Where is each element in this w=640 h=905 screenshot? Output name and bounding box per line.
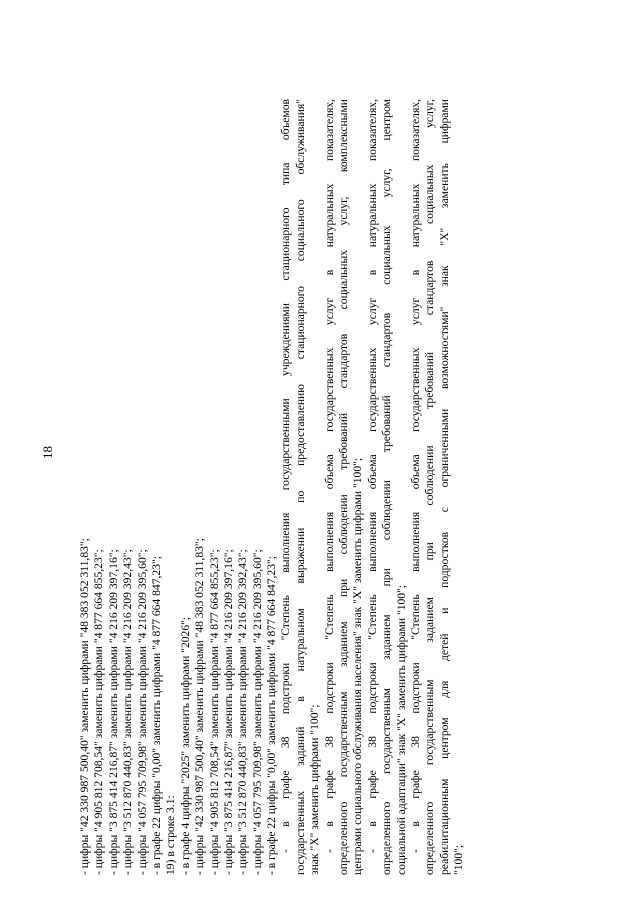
text-line: - в графе 22 цифры "0,00" заменить цифрами "4 877 664 847,23"; <box>149 556 163 875</box>
text-line: - в графе 4 цифры "2025" заменить цифрами "2026"; <box>178 616 192 875</box>
text-line: - цифры "3 512 870 440,83" заменить цифрами "4 216 209 392,43"; <box>236 549 250 875</box>
text-line: определенного государственным заданием при соблюдении требований стандартов социальных услуг, центром <box>380 99 394 875</box>
text-line: - в графе 38 подстроки "Степень выполнения государственными учреждениями стационарного типа объемов <box>279 99 293 853</box>
text-line: знак "X" заменить цифрами "100"; <box>308 704 322 875</box>
page-number: 18 <box>40 446 55 459</box>
text-line: определенного государственным заданием при соблюдении требований стандартов социальных услуг, комплексными <box>337 99 351 875</box>
text-line: - в графе 38 подстроки "Степень выполнения объема государственных услуг в натуральных показателях, <box>408 99 422 853</box>
text-line: - цифры "3 512 870 440,83" заменить цифрами "4 216 209 392,43"; <box>121 549 135 875</box>
text-line: - цифры "42 330 987 500,40" заменить цифрами "48 383 052 311,83"; <box>193 538 207 875</box>
text-line: "100"; <box>452 844 466 875</box>
text-line: - цифры "3 875 414 216,87" заменить цифрами "4 216 209 397,16"; <box>221 549 235 875</box>
text-line: - цифры "4 905 812 708,54" заменить цифрами "4 877 664 855,23"; <box>92 549 106 875</box>
text-line: реабилитационным центром для детей и подростков с ограниченными возможностями" знак "X" заменить цифрами <box>437 99 451 875</box>
text-line: - цифры "42 330 987 500,40" заменить цифрами "48 383 052 311,83"; <box>78 538 91 875</box>
text-line: - в графе 38 подстроки "Степень выполнения объема государственных услуг в натуральных показателях, <box>322 99 336 853</box>
text-line: - в графе 38 подстроки "Степень выполнения объема государственных услуг в натуральных показателях, <box>365 99 379 853</box>
text-line: центрами социального обслуживания населения" знак "X" заменить цифрами "100"; <box>351 457 365 875</box>
body-text <box>78 99 467 875</box>
text-line: - цифры "4 057 795 709,98" заменить цифрами "4 216 209 395,60"; <box>250 549 264 875</box>
text-line: 19) в строке 3.1: <box>164 795 178 875</box>
text-line: социальной адаптации" знак "X" заменить цифрами "100"; <box>394 584 408 875</box>
text-line: определенного государственным заданием при соблюдении требований стандартов социальных услуг, <box>423 99 437 875</box>
text-line: - в графе 22 цифры "0,00" заменить цифрами "4 877 664 847,23"; <box>265 556 279 875</box>
text-line: - цифры "3 875 414 216,87" заменить цифрами "4 216 209 397,16"; <box>106 549 120 875</box>
text-line: - цифры "4 057 795 709,98" заменить цифрами "4 216 209 395,60"; <box>135 549 149 875</box>
text-line: - цифры "4 905 812 708,54" заменить цифрами "4 877 664 855,23"; <box>207 549 221 875</box>
text-line: государственных заданий в натуральном выражении по предоставлению стационарного социального обслуживания" <box>293 99 307 875</box>
